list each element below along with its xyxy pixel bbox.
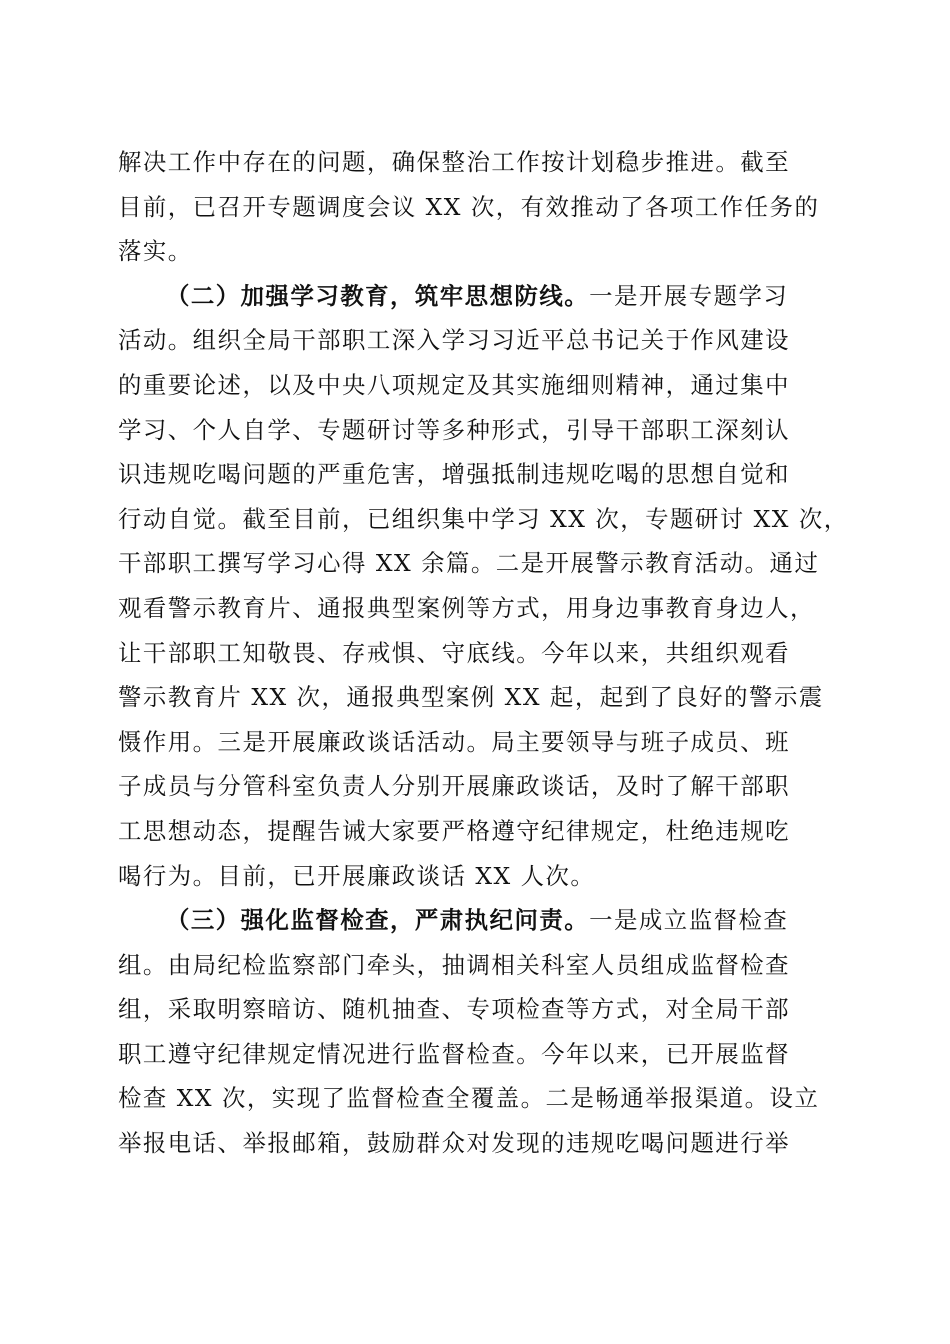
paragraph-line <box>118 1121 830 1166</box>
paragraph-line <box>118 185 830 230</box>
section-heading-text: （二）加强学习教育，筑牢思想防线。 <box>166 281 590 310</box>
body-text: 目前，已召开专题调度会议 XX 次，有效推动了各项工作任务的 <box>118 192 820 221</box>
body-text: 警示教育片 XX 次，通报典型案例 XX 起，起到了良好的警示震 <box>118 683 824 712</box>
paragraph-line <box>118 497 849 542</box>
body-text: 组。由局纪检监察部门牵头，抽调相关科室人员组成监督检查 <box>118 950 791 979</box>
paragraph-heading-line <box>118 274 830 319</box>
body-text: 组，采取明察暗访、随机抽查、专项检查等方式，对全局干部 <box>118 995 791 1024</box>
body-text: 一是成立监督检查 <box>589 906 789 935</box>
paragraph-heading-line <box>118 898 830 943</box>
body-text: 学习、个人自学、专题研讨等多种形式，引导干部职工深刻认 <box>118 415 791 444</box>
paragraph-line <box>118 541 830 586</box>
body-text: 观看警示教育片、通报典型案例等方式，用身边事教育身边人， <box>118 593 815 622</box>
paragraph-line <box>118 408 830 453</box>
paragraph-line <box>118 764 830 809</box>
section-heading-text: （三）强化监督检查，严肃执纪问责。 <box>166 906 590 935</box>
body-text: 行动自觉。截至目前，已组织集中学习 XX 次，专题研讨 XX 次， <box>118 504 849 533</box>
paragraph-line <box>118 229 830 274</box>
paragraph-line <box>118 1076 830 1121</box>
body-text: 让干部职工知敬畏、存戒惧、守底线。今年以来，共组织观看 <box>118 638 791 667</box>
paragraph-line <box>118 675 830 720</box>
paragraph-line <box>118 140 830 185</box>
paragraph-line <box>118 720 830 765</box>
body-text: 检查 XX 次，实现了监督检查全覆盖。二是畅通举报渠道。设立 <box>118 1084 820 1113</box>
paragraph-line <box>118 987 830 1032</box>
paragraph-line <box>118 809 830 854</box>
paragraph-line <box>118 631 830 676</box>
body-text: 识违规吃喝问题的严重危害，增强抵制违规吃喝的思想自觉和 <box>118 460 791 489</box>
body-text: 解决工作中存在的问题，确保整治工作按计划稳步推进。截至 <box>118 148 791 176</box>
body-text: 的重要论述，以及中央八项规定及其实施细则精神，通过集中 <box>118 370 791 399</box>
body-text: 慑作用。三是开展廉政谈话活动。局主要领导与班子成员、班 <box>118 727 791 756</box>
paragraph-line <box>118 452 830 497</box>
body-text: 一是开展专题学习 <box>589 281 789 310</box>
paragraph-line <box>118 1032 830 1077</box>
paragraph-line <box>118 854 830 899</box>
body-text: 活动。组织全局干部职工深入学习习近平总书记关于作风建设 <box>118 326 791 355</box>
paragraph-line <box>118 363 830 408</box>
body-text: 喝行为。目前，已开展廉政谈话 XX 人次。 <box>118 861 596 890</box>
body-text: 举报电话、举报邮箱，鼓励群众对发现的违规吃喝问题进行举 <box>118 1129 791 1158</box>
paragraph-line <box>118 586 830 631</box>
paragraph-line <box>118 318 830 363</box>
document-body <box>118 140 849 1166</box>
paragraph-line <box>118 943 830 988</box>
body-text: 干部职工撰写学习心得 XX 余篇。二是开展警示教育活动。通过 <box>118 549 820 578</box>
body-text: 子成员与分管科室负责人分别开展廉政谈话，及时了解干部职 <box>118 772 791 801</box>
body-text: 落实。 <box>118 237 193 266</box>
body-text: 职工遵守纪律规定情况进行监督检查。今年以来，已开展监督 <box>118 1039 791 1068</box>
body-text: 工思想动态，提醒告诫大家要严格遵守纪律规定，杜绝违规吃 <box>118 816 791 845</box>
